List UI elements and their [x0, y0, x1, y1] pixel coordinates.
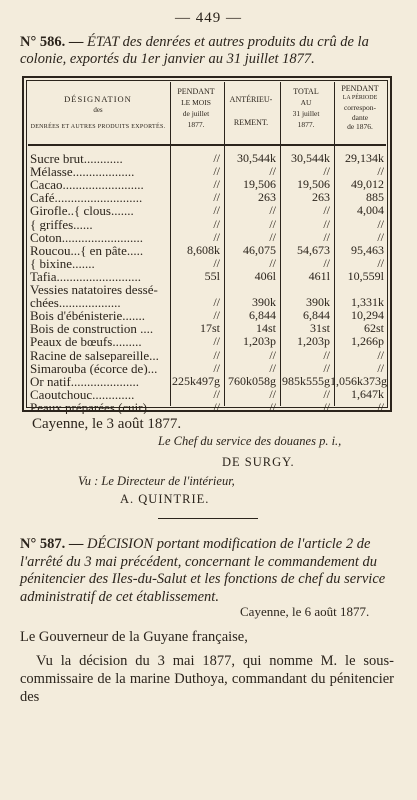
section-heading-586 — [20, 34, 392, 68]
paragraph-2: Vu la décision du 3 mai 1877, qui nomme M. le sous-commissaire de la marine Duthoya, commandant du pénitencier des — [20, 653, 394, 705]
header-col1-l2: LE MOIS — [181, 98, 211, 107]
row-cell: 10,559l — [347, 268, 384, 283]
row-label: Bois de construction .... — [30, 322, 154, 336]
row-cell: // — [269, 216, 276, 231]
header-designation-des: des — [93, 106, 103, 114]
row-cell: 390k — [306, 295, 330, 310]
place-date: Cayenne, le 3 août 1877. — [32, 416, 182, 432]
table-row — [28, 309, 386, 322]
table-row — [28, 191, 386, 204]
row-cell: // — [213, 229, 220, 244]
header-col3-l3: 31 juillet — [292, 109, 320, 118]
row-cell: // — [377, 164, 384, 179]
row-cell: 1,647k — [351, 386, 384, 401]
row-label: Peaux de bœufs......... — [30, 335, 142, 349]
row-cell: // — [269, 164, 276, 179]
table-row — [28, 204, 386, 217]
row-cell: 31st — [309, 321, 330, 336]
section-separator — [158, 518, 258, 519]
row-cell: // — [269, 229, 276, 244]
row-label: Simarouba (écorce de)... — [30, 361, 158, 375]
row-cell: // — [377, 347, 384, 362]
header-col1-l4: 1877. — [187, 120, 205, 129]
row-cell: 19,506 — [243, 177, 276, 192]
row-label: Peaux préparées (cuir).. — [30, 400, 154, 414]
row-label: Cacao......................... — [30, 178, 144, 192]
row-cell: // — [213, 360, 220, 375]
section-number: N° 587. — — [20, 536, 84, 552]
row-cell: // — [213, 203, 220, 218]
row-cell: // — [269, 347, 276, 362]
row-cell: 10,294 — [351, 308, 384, 323]
header-col4-l3: correspon- — [343, 103, 377, 112]
row-cell: 225k497g — [172, 373, 220, 388]
row-cell: // — [323, 386, 330, 401]
section-title: DÉCISION portant modification de l'article 2 de l'arrêté du 3 mai précédent, concernant le commandement du pénitencier des Iles-du-Salut et les fonctions de chef du service administratif de cet établissement. — [20, 536, 386, 605]
table-row — [28, 322, 386, 335]
row-cell: // — [213, 295, 220, 310]
row-cell: 49,012 — [351, 177, 384, 192]
row-cell: // — [377, 399, 384, 414]
row-cell: 30,544k — [237, 151, 276, 165]
section-number: N° 586. — — [20, 34, 84, 50]
row-cell: // — [269, 399, 276, 414]
row-label: Bois d'ébénisterie....... — [30, 309, 145, 323]
row-cell: // — [323, 347, 330, 362]
table-row — [28, 231, 386, 244]
header-col4-l4: dante — [351, 112, 369, 122]
row-cell: 1,056k373g — [330, 373, 387, 388]
header-col2 — [224, 82, 278, 148]
row-cell: // — [213, 347, 220, 362]
row-cell: 1,331k — [351, 295, 384, 310]
header-col1-l3: de juillet — [182, 109, 210, 118]
row-cell: // — [269, 360, 276, 375]
table-row — [28, 388, 386, 401]
table-header — [28, 82, 386, 146]
row-cell: 985k555g — [282, 373, 330, 388]
row-cell: 406l — [254, 268, 276, 283]
header-col4-l5: de 1876. — [347, 122, 373, 131]
row-cell: // — [323, 164, 330, 179]
header-col4-l1: PENDANT — [341, 84, 379, 93]
row-cell: // — [323, 255, 330, 270]
row-cell: 46,075 — [243, 242, 276, 257]
signatory-name-1: DE SURGY. — [222, 455, 295, 469]
row-cell: // — [269, 203, 276, 218]
header-designation — [28, 82, 168, 156]
row-cell: 54,673 — [297, 242, 330, 257]
row-cell: 95,463 — [351, 242, 384, 257]
row-cell: 55l — [204, 268, 220, 283]
row-label: Roucou...{ en pâte..... — [30, 243, 144, 257]
row-cell: // — [213, 151, 220, 165]
table-row — [28, 335, 386, 348]
row-cell: // — [377, 255, 384, 270]
section-heading-587 — [20, 536, 392, 606]
row-cell: // — [213, 399, 220, 414]
header-col1 — [170, 82, 222, 148]
row-cell: // — [323, 216, 330, 231]
row-cell: 17st — [199, 321, 220, 336]
row-label: Vessies natatoires dessé- — [30, 283, 158, 296]
row-label: Mélasse................... — [30, 165, 135, 179]
row-label: { bixine....... — [30, 256, 95, 270]
row-label: Racine de salsepareille... — [30, 348, 159, 362]
row-cell: // — [323, 399, 330, 414]
row-cell: 263 — [258, 190, 276, 205]
header-col2-l1: ANTÉRIEU- — [229, 95, 273, 104]
section-title: ÉTAT des denrées et autres produits du crû de la colonie, exportés du 1er janvier au 31 juillet 1877. — [20, 34, 369, 67]
row-cell: // — [269, 386, 276, 401]
row-label: Caoutchouc............. — [30, 387, 135, 401]
row-cell: // — [213, 255, 220, 270]
table-row — [28, 218, 386, 231]
table-row — [28, 244, 386, 257]
row-cell: 390k — [252, 295, 276, 310]
export-table — [22, 76, 392, 412]
row-cell: 6,844 — [303, 308, 330, 323]
row-cell: // — [323, 203, 330, 218]
row-label: Sucre brut............ — [30, 152, 123, 165]
row-cell: // — [213, 177, 220, 192]
row-cell: 6,844 — [249, 308, 276, 323]
row-cell: // — [213, 334, 220, 349]
table-row — [28, 375, 386, 388]
table-row — [28, 349, 386, 362]
row-cell: // — [213, 386, 220, 401]
row-cell: 760k058g — [228, 373, 276, 388]
header-col2-l2: REMENT. — [233, 118, 269, 127]
header-designation-title: DÉSIGNATION — [64, 94, 132, 104]
row-label: Or natif..................... — [30, 374, 140, 388]
row-cell: 8,608k — [187, 242, 220, 257]
row-cell: // — [213, 190, 220, 205]
header-designation-sub: DENRÉES ET AUTRES PRODUITS EXPORTÉS. — [30, 124, 166, 130]
table-row — [28, 165, 386, 178]
row-cell: 19,506 — [297, 177, 330, 192]
row-cell: 1,203p — [297, 334, 330, 349]
row-label: chées................... — [30, 296, 121, 310]
row-cell: 263 — [312, 190, 330, 205]
row-cell: 29,134k — [345, 151, 384, 165]
header-col1-l1: PENDANT — [177, 87, 215, 96]
row-cell: // — [377, 229, 384, 244]
row-cell: // — [377, 216, 384, 231]
table-row — [28, 178, 386, 191]
row-cell: // — [377, 360, 384, 375]
table-row — [28, 296, 386, 309]
table-row — [28, 152, 386, 165]
row-cell: 1,203p — [243, 334, 276, 349]
header-col3-l1: TOTAL — [293, 87, 319, 96]
header-col3-l4: 1877. — [297, 120, 315, 129]
row-cell: 4,004 — [357, 203, 384, 218]
table-row — [28, 362, 386, 375]
row-cell: 885 — [366, 190, 384, 205]
row-cell: // — [323, 229, 330, 244]
header-col4-l2: LA PÉRIODE — [342, 94, 378, 101]
row-cell: // — [269, 255, 276, 270]
row-label: Girofle..{ clous....... — [30, 204, 134, 218]
table-row — [28, 401, 386, 414]
signatory-title-2: Vu : Le Directeur de l'intérieur, — [78, 474, 235, 488]
row-cell: // — [213, 164, 220, 179]
row-cell: // — [213, 308, 220, 323]
table-row — [28, 270, 386, 283]
row-cell: // — [323, 360, 330, 375]
header-col3-l2: AU — [300, 98, 312, 107]
row-cell: 461l — [308, 268, 330, 283]
row-cell: // — [213, 216, 220, 231]
header-col3 — [280, 82, 332, 148]
row-cell: 1,266p — [351, 334, 384, 349]
row-cell: 14st — [255, 321, 276, 336]
row-label: Tafia.......................... — [30, 269, 142, 283]
row-cell: 62st — [363, 321, 384, 336]
row-label: Café........................... — [30, 191, 143, 205]
table-row — [28, 283, 386, 296]
place-date-2: Cayenne, le 6 août 1877. — [240, 604, 370, 619]
row-label: Coton......................... — [30, 230, 144, 244]
signatory-title-1: Le Chef du service des douanes p. i., — [158, 434, 342, 448]
row-cell: 30,544k — [291, 151, 330, 165]
header-col4 — [334, 82, 386, 146]
paragraph-1: Le Gouverneur de la Guyane française, — [20, 629, 248, 645]
row-label: { griffes...... — [30, 217, 93, 231]
page-number: — 449 — — [175, 10, 242, 26]
signatory-name-2: A. QUINTRIE. — [120, 492, 210, 506]
table-row — [28, 257, 386, 270]
